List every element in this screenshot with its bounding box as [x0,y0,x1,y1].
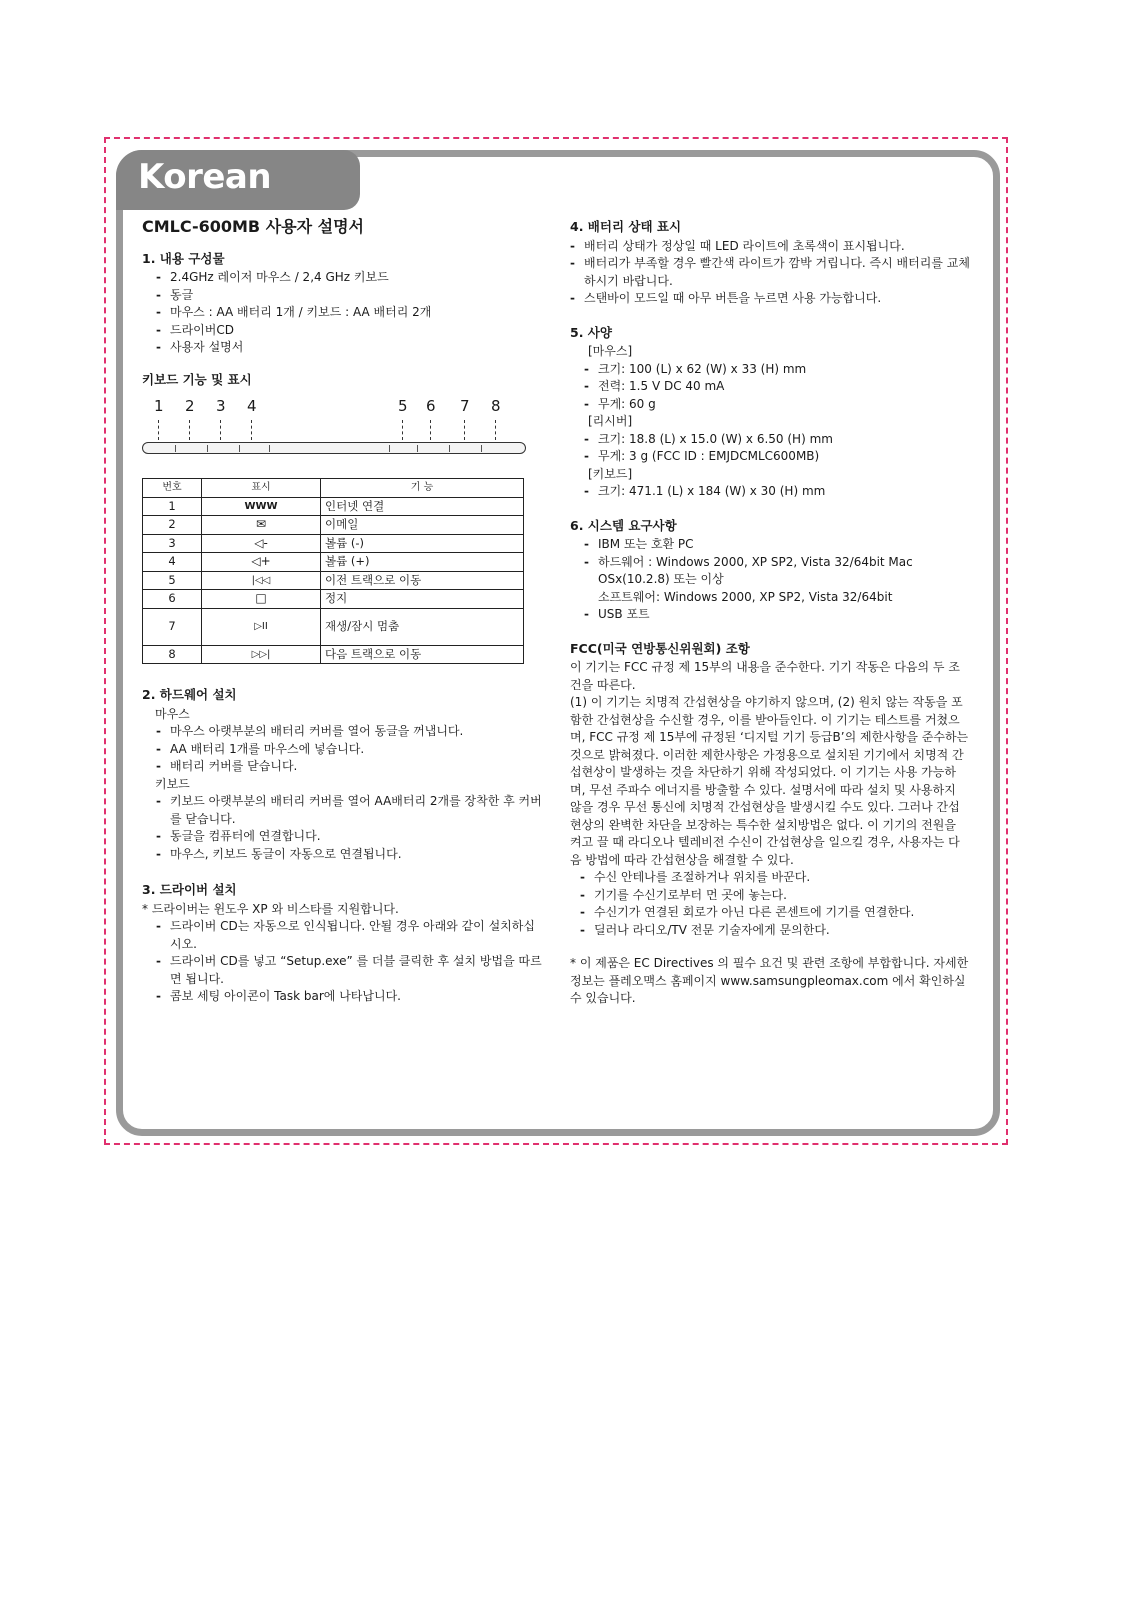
key-divider [175,445,176,452]
right-column [570,216,970,1008]
leader-line [251,420,252,440]
leader-line [158,420,159,440]
table-row [143,645,524,664]
table-row [143,571,524,590]
fcc-paragraph: (1) 이 기기는 치명적 간섭현상을 야기하지 않으며, (2) 원치 않는 작동을 포함한 간섭현상을 수신할 경우, 이를 받아들인다. 이 기기는 테스트를 거쳤으며, FCC 규정 제 15부에 규정된 ‘디지털 기기 등급B’의 제한사항을 준수하는 것으로 밝혀졌다. 이러한 제한사항은 가정용으로 설치된 기기에서 치명적 간섭현상이 발생하는 것을 차단하기 위해 작성되었다. 이 기기는 사용 가능하며, 무선 주파수 에너지를 방출할 수 있다. 설명서에 따라 설치 및 사용하지 않을 경우 무선 통신에 치명적 간섭현상을 발생시킬 수도 있다. 그러나 간섭현상의 완벽한 차단을 보장하는 특수한 설치방법은 없다. 이 기기의 전원을 켜고 끌 때 라디오나 텔레비전 수신이 간섭현상을 일으킬 경우, 사용자는 다음 방법에 따라 간섭현상을 해결할 수 있다. [570,695,969,867]
list-item: - 드라이버 CD를 넣고 “Setup.exe” 를 더블 클릭한 후 설치 방법을 따르면 됩니다. [142,953,542,988]
list-item: - 무게: 60 g [570,396,970,414]
cell-number: 8 [143,645,202,664]
table-header-row [143,479,524,498]
volume-down-icon: ◁- [202,534,321,553]
next-track-icon: ▷▷| [202,645,321,664]
table-row [143,590,524,609]
cell-number: 3 [143,534,202,553]
email-icon: ✉ [202,516,321,535]
subsection-label: [키보드] [588,466,633,481]
list-item: - 스탠바이 모드일 때 아무 버튼을 누르면 사용 가능합니다. [570,290,970,308]
section-hardware-heading: 2. 하드웨어 설치 [142,687,237,702]
cell-number: 1 [143,497,202,516]
key-number: 7 [460,397,470,415]
driver-note: * 드라이버는 윈도우 XP 와 비스타를 지원합니다. [142,901,399,916]
keyboard-diagram [142,398,542,468]
table-row [143,553,524,572]
ec-footnote: * 이 제품은 EC Directives 의 필수 요건 및 관련 조항에 부합합니다. 자세한 정보는 플레오맥스 홈페이지 www.samsungpleomax.com 에서 확인하실 수 있습니다. [570,956,969,1005]
list-item: - 크기: 471.1 (L) x 184 (W) x 30 (H) mm [570,483,970,501]
list-item: - 무게: 3 g (FCC ID : EMJDCMLC600MB) [570,448,970,466]
list-item: - 동글 [142,287,542,305]
volume-up-icon: ◁+ [202,553,321,572]
list-item: - 키보드 아랫부분의 배터리 커버를 열어 AA배터리 2개를 장착한 후 커버를 닫습니다. [142,793,542,828]
key-divider [417,445,418,452]
list-item: - IBM 또는 호환 PC [570,536,970,554]
section-fcc-heading: FCC(미국 연방통신위원회) 조항 [570,640,750,656]
list-item: - 배터리 커버를 닫습니다. [142,758,542,776]
software-requirement: 소프트웨어: Windows 2000, XP SP2, Vista 32/64bit [598,589,893,604]
left-column [142,216,542,1006]
key-number: 8 [491,397,501,415]
column-header: 기 능 [321,479,524,498]
manual-title: CMLC-600MB 사용자 설명서 [142,217,365,236]
fcc-paragraph: 이 기기는 FCC 규정 제 15부의 내용을 준수한다. 기기 작동은 다음의 두 조건을 따른다. [570,660,960,692]
key-divider [239,445,240,452]
language-tab-label: Korean [138,157,272,197]
list-item: - 콤보 세팅 아이콘이 Task bar에 나타납니다. [142,988,542,1006]
list-item: - 수신기가 연결된 회로가 아닌 다른 콘센트에 기기를 연결한다. [570,904,970,922]
cell-function: 이전 트랙으로 이동 [321,571,524,590]
www-icon: WWW [202,497,321,516]
subsection-label: [마우스] [588,344,633,358]
key-number: 1 [154,397,164,415]
cell-number: 7 [143,608,202,645]
key-number: 3 [216,397,226,415]
cell-function: 이메일 [321,516,524,535]
key-divider [449,445,450,452]
list-item: - 전력: 1.5 V DC 40 mA [570,378,970,396]
cell-number: 2 [143,516,202,535]
stop-icon: □ [202,590,321,609]
list-item: - 수신 안테나를 조절하거나 위치를 바꾼다. [570,869,970,887]
leader-line [220,420,221,440]
list-item: - 크기: 100 (L) x 62 (W) x 33 (H) mm [570,361,970,379]
keyboard-hotkey-strip [142,442,526,454]
key-number: 4 [247,397,257,415]
section-system-heading: 6. 시스템 요구사항 [570,517,677,533]
cell-number: 5 [143,571,202,590]
key-number: 2 [185,397,195,415]
cell-function: 재생/잠시 멈춤 [321,608,524,645]
section-spec-heading: 5. 사양 [570,324,612,340]
list-item: - 드라이버CD [142,322,542,340]
list-item: - USB 포트 [570,606,970,624]
list-item: - 기기를 수신기로부터 먼 곳에 놓는다. [570,887,970,905]
key-divider [207,445,208,452]
cell-function: 인터넷 연결 [321,497,524,516]
language-tab [116,150,360,210]
list-item: - 크기: 18.8 (L) x 15.0 (W) x 6.50 (H) mm [570,431,970,449]
list-item: - 드라이버 CD는 자동으로 인식됩니다. 안될 경우 아래와 같이 설치하십시오. [142,918,542,953]
list-item: - 동글을 컴퓨터에 연결합니다. [142,828,542,846]
keyboard-functions-heading: 키보드 기능 및 표시 [142,371,252,387]
list-item: - 배터리 상태가 정상일 때 LED 라이트에 초록색이 표시됩니다. [570,238,970,256]
key-divider [481,445,482,452]
leader-line [495,420,496,440]
key-divider [269,445,270,452]
play-pause-icon: ▷II [202,608,321,645]
section-driver-heading: 3. 드라이버 설치 [142,882,237,897]
list-item: - 하드웨어 : Windows 2000, XP SP2, Vista 32/64bit Mac OSx(10.2.8) 또는 이상 [570,554,970,589]
cell-number: 6 [143,590,202,609]
column-header: 표시 [202,479,321,498]
keyboard-function-table [142,478,524,664]
leader-line [464,420,465,440]
key-divider [389,445,390,452]
list-item: - 배터리가 부족할 경우 빨간색 라이트가 깜박 거립니다. 즉시 배터리를 교체하시기 바랍니다. [570,255,970,290]
list-item: - 딜러나 라디오/TV 전문 기술자에게 문의한다. [570,922,970,940]
leader-line [189,420,190,440]
list-item: - 마우스 : AA 배터리 1개 / 키보드 : AA 배터리 2개 [142,304,542,322]
key-number: 5 [398,397,408,415]
cell-number: 4 [143,553,202,572]
table-row [143,534,524,553]
subsection-label: 키보드 [155,776,190,791]
leader-line [430,420,431,440]
subsection-label: [리시버] [588,414,633,428]
previous-track-icon: |◁◁ [202,571,321,590]
table-row [143,608,524,645]
section-battery-heading: 4. 배터리 상태 표시 [570,219,682,234]
table-row [143,497,524,516]
table-row [143,516,524,535]
leader-line [402,420,403,440]
cell-function: 다음 트랙으로 이동 [321,645,524,664]
column-header: 번호 [143,479,202,498]
list-item: - 마우스 아랫부분의 배터리 커버를 열어 동글을 꺼냅니다. [142,723,542,741]
cell-function: 정지 [321,590,524,609]
list-item: - AA 배터리 1개를 마우스에 넣습니다. [142,741,542,759]
list-item: - 마우스, 키보드 동글이 자동으로 연결됩니다. [142,846,542,864]
list-item: - 사용자 설명서 [142,339,542,357]
subsection-label: 마우스 [155,706,190,721]
cell-function: 볼륨 (+) [321,553,524,572]
cell-function: 볼륨 (-) [321,534,524,553]
list-item: - 2.4GHz 레이저 마우스 / 2,4 GHz 키보드 [142,269,542,287]
key-number: 6 [426,397,436,415]
section-contents-heading: 1. 내용 구성물 [142,250,225,266]
